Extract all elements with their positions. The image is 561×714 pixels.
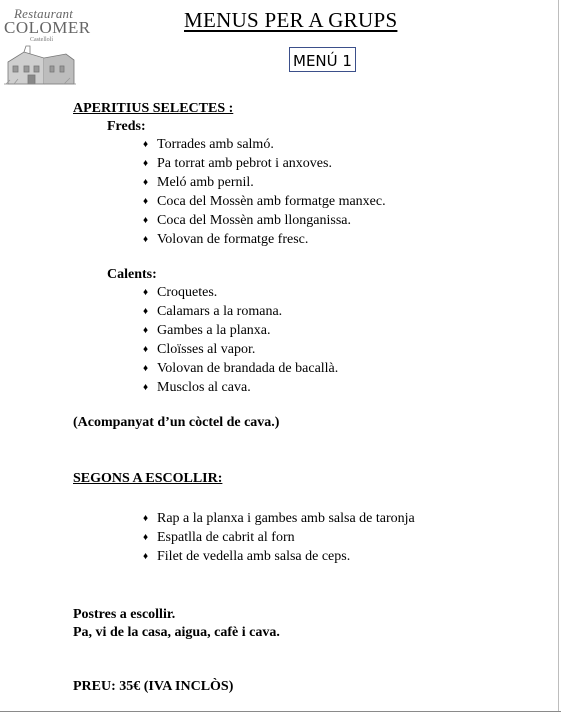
- diamond-bullet-icon: ♦: [143, 532, 149, 543]
- diamond-bullet-icon: ♦: [143, 287, 149, 298]
- diamond-bullet-icon: ♦: [143, 325, 149, 336]
- list-item: ♦ Filet de vedella amb salsa de ceps.: [143, 549, 351, 564]
- list-item: ♦ Musclos al cava.: [143, 380, 251, 395]
- diamond-bullet-icon: ♦: [143, 177, 149, 188]
- menu-number-box: MENÚ 1: [289, 47, 356, 72]
- diamond-bullet-icon: ♦: [143, 306, 149, 317]
- subheading-calents: Calents:: [107, 267, 157, 282]
- diamond-bullet-icon: ♦: [143, 196, 149, 207]
- diamond-bullet-icon: ♦: [143, 551, 149, 562]
- building-illustration-icon: [4, 44, 76, 88]
- subheading-freds: Freds:: [107, 119, 146, 134]
- postres-note: Postres a escollir.: [73, 607, 176, 622]
- page-border-right: [558, 0, 559, 712]
- logo-name: COLOMER: [4, 18, 91, 37]
- list-item: ♦ Gambes a la planxa.: [143, 323, 271, 338]
- page-border-bottom: [0, 711, 561, 712]
- logo-top-text: Restaurant: [14, 6, 74, 21]
- page-title: MENUS PER A GRUPS: [184, 8, 398, 32]
- list-item: ♦ Coca del Mossèn amb formatge manxec.: [143, 194, 386, 209]
- price-label: PREU: 35€ (IVA INCLÒS): [73, 679, 234, 694]
- list-item: ♦ Espatlla de cabrit al forn: [143, 530, 295, 545]
- list-item: ♦ Torrades amb salmó.: [143, 137, 274, 152]
- restaurant-logo: [4, 6, 91, 86]
- list-item: ♦ Croquetes.: [143, 285, 218, 300]
- diamond-bullet-icon: ♦: [143, 513, 149, 524]
- diamond-bullet-icon: ♦: [143, 344, 149, 355]
- list-item: ♦ Calamars a la romana.: [143, 304, 283, 319]
- freds-list: [143, 135, 386, 249]
- diamond-bullet-icon: ♦: [143, 139, 149, 150]
- cocktail-note: (Acompanyat d’un còctel de cava.): [73, 415, 280, 430]
- logo-sub-text: Castellolí: [30, 37, 53, 43]
- diamond-bullet-icon: ♦: [143, 158, 149, 169]
- list-item: ♦ Cloïsses al vapor.: [143, 342, 256, 357]
- list-item: ♦ Volovan de formatge fresc.: [143, 232, 309, 247]
- list-item: ♦ Rap a la planxa i gambes amb salsa de taronja: [143, 511, 415, 526]
- diamond-bullet-icon: ♦: [143, 382, 149, 393]
- segons-list: [143, 509, 415, 566]
- section-heading-segons: SEGONS A ESCOLLIR:: [73, 471, 223, 486]
- diamond-bullet-icon: ♦: [143, 215, 149, 226]
- diamond-bullet-icon: ♦: [143, 234, 149, 245]
- list-item: ♦ Coca del Mossèn amb llonganissa.: [143, 213, 352, 228]
- drinks-note: Pa, vi de la casa, aigua, cafè i cava.: [73, 625, 280, 640]
- section-heading-aperitius: APERITIUS SELECTES :: [73, 101, 234, 116]
- list-item: ♦ Pa torrat amb pebrot i anxoves.: [143, 156, 332, 171]
- diamond-bullet-icon: ♦: [143, 363, 149, 374]
- list-item: ♦ Meló amb pernil.: [143, 175, 254, 190]
- list-item: ♦ Volovan de brandada de bacallà.: [143, 361, 339, 376]
- calents-list: [143, 283, 338, 397]
